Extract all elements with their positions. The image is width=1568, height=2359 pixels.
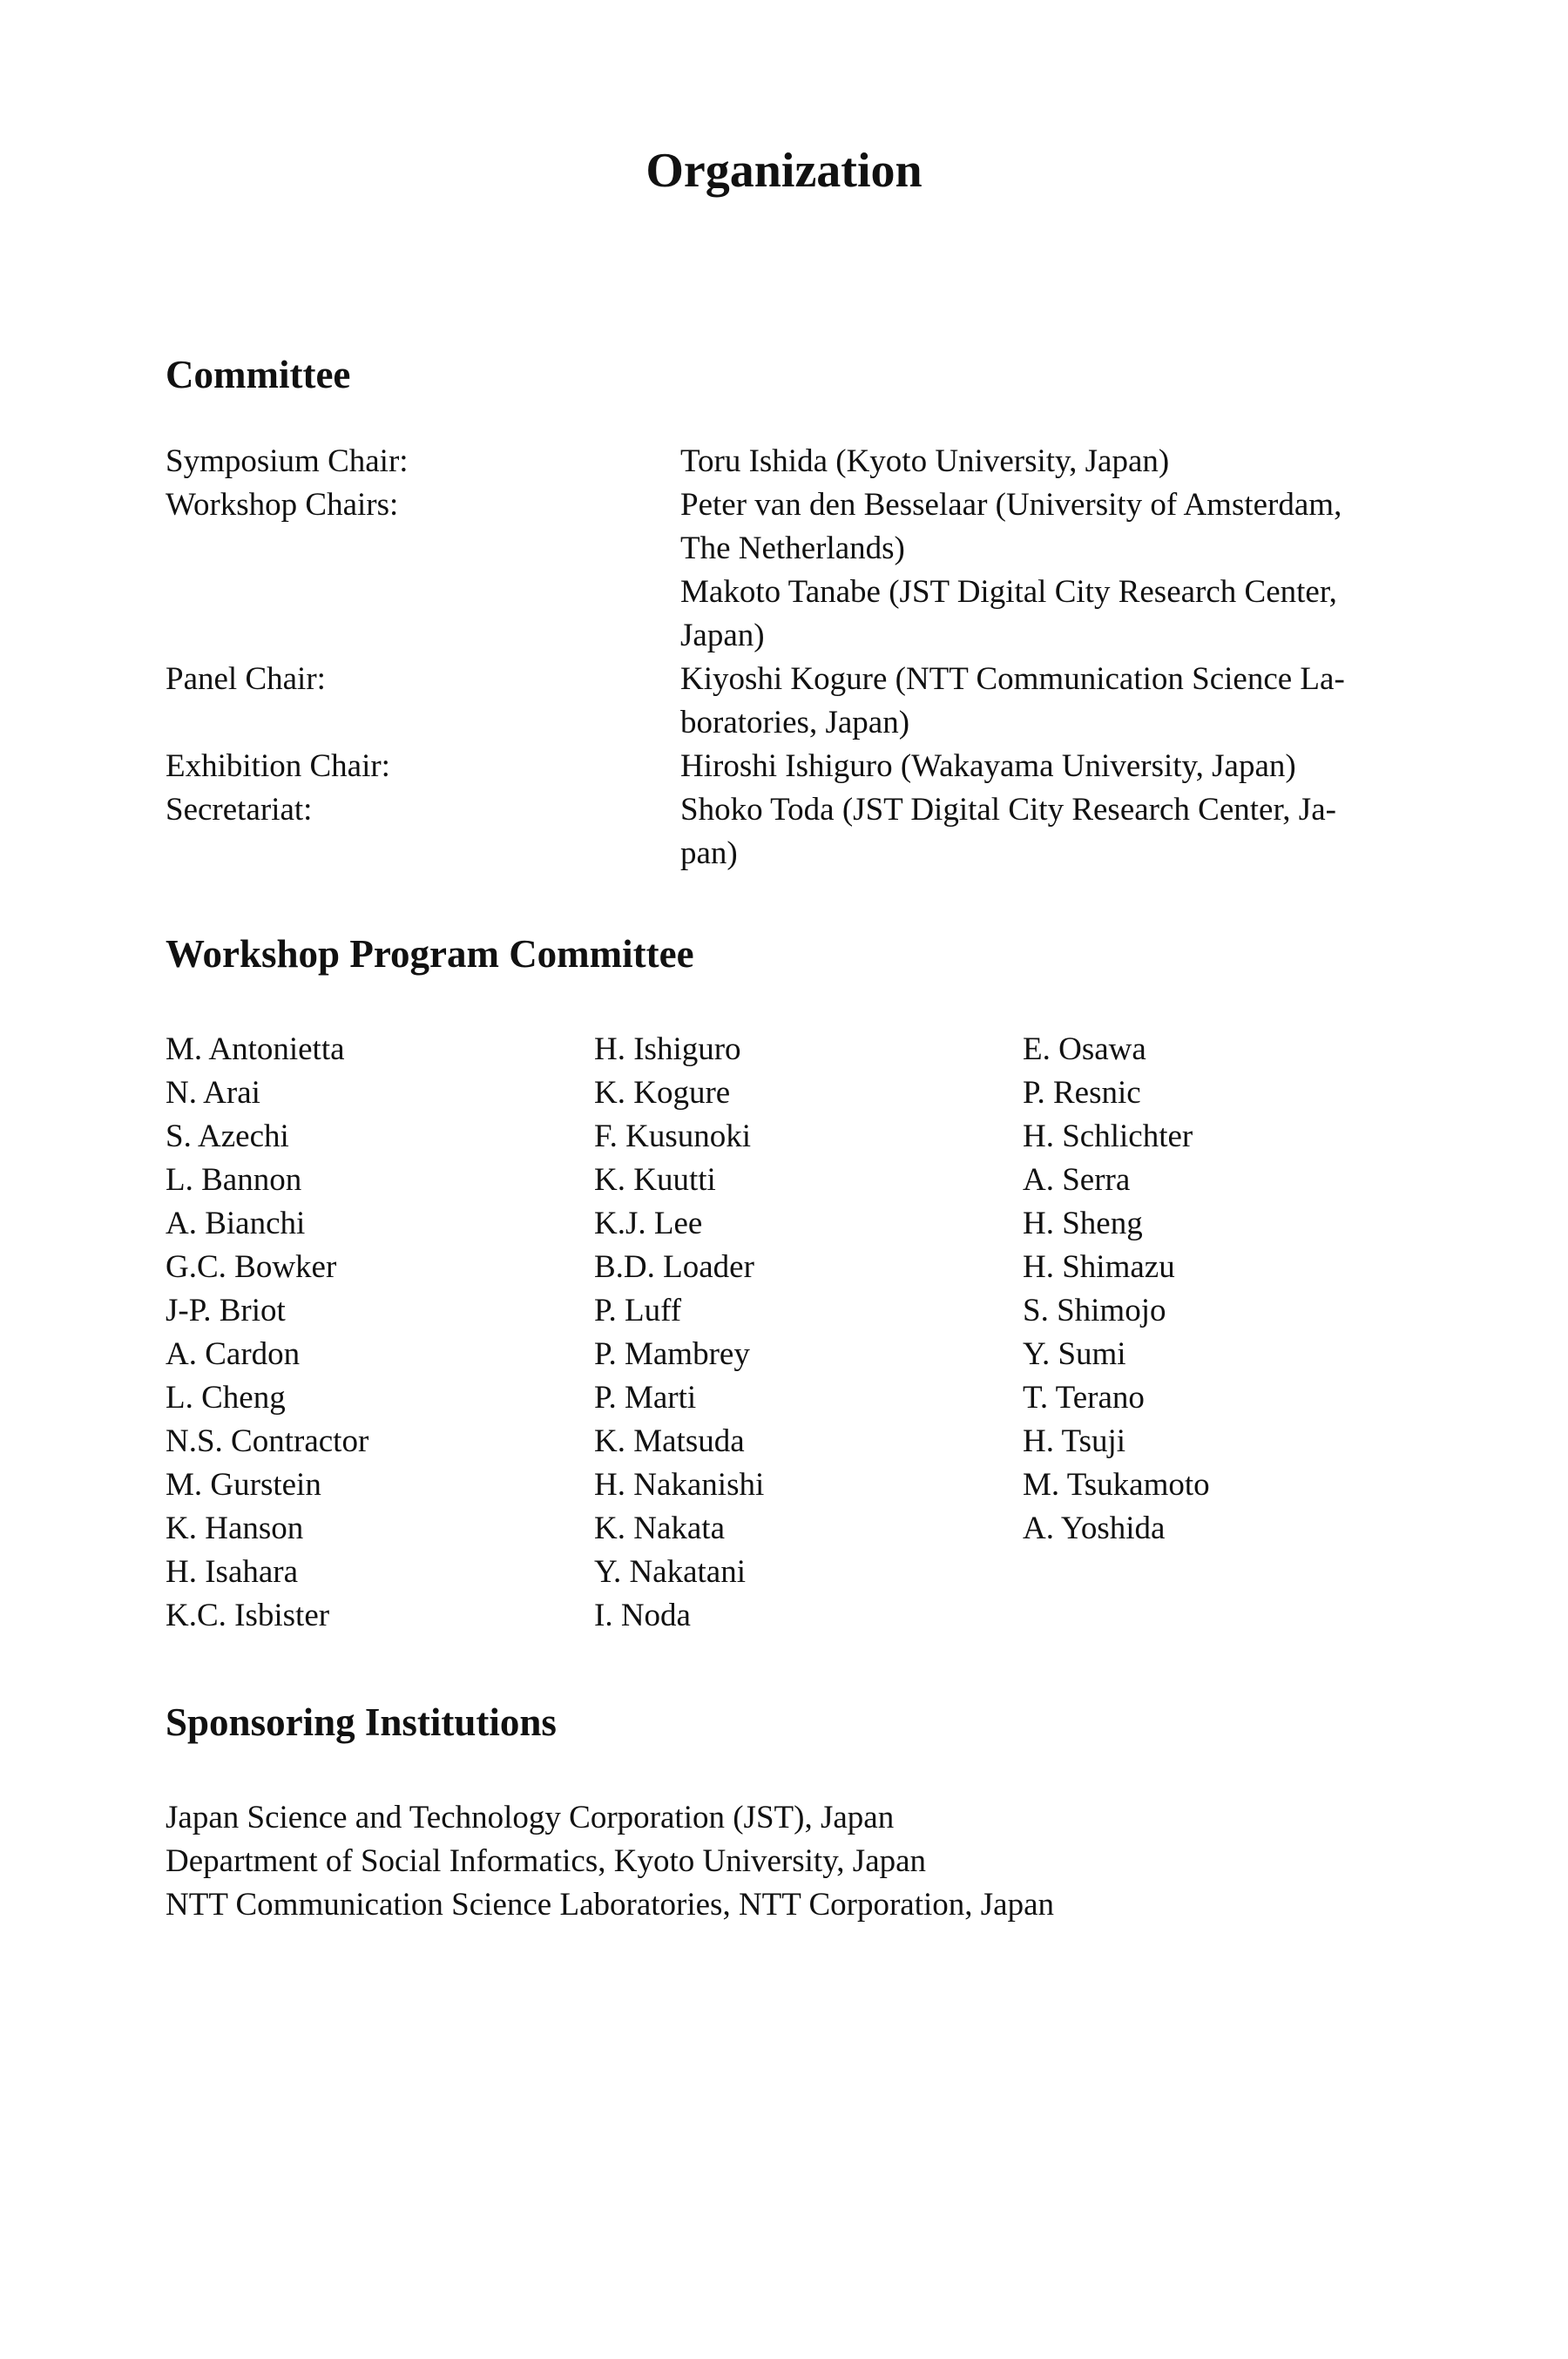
- member-name: P. Marti: [594, 1380, 697, 1416]
- member-name: L. Bannon: [166, 1162, 302, 1198]
- member-name: K. Nakata: [594, 1511, 725, 1546]
- member-name: L. Cheng: [166, 1380, 286, 1416]
- member-name: K. Kogure: [594, 1075, 731, 1111]
- member-name: Y. Nakatani: [594, 1554, 746, 1590]
- program-committee-heading: Workshop Program Committee: [166, 932, 694, 976]
- role-person: The Netherlands): [680, 531, 905, 566]
- member-name: I. Noda: [594, 1598, 691, 1633]
- member-name: K. Kuutti: [594, 1162, 716, 1198]
- role-person: Hiroshi Ishiguro (Wakayama University, Japan): [680, 748, 1296, 784]
- role-person: Makoto Tanabe (JST Digital City Research Center,: [680, 574, 1337, 610]
- member-name: A. Cardon: [166, 1336, 301, 1372]
- member-column-1: [166, 1028, 594, 1638]
- role-person: pan): [680, 835, 738, 871]
- role-people: [680, 745, 1429, 788]
- member-name: E. Osawa: [1023, 1031, 1146, 1067]
- page-title: Organization: [645, 144, 923, 198]
- member-name: H. Isahara: [166, 1554, 299, 1590]
- member-name: M. Gurstein: [166, 1467, 321, 1503]
- member-name: B.D. Loader: [594, 1249, 754, 1285]
- role-label: Symposium Chair:: [166, 443, 409, 479]
- member-name: H. Shimazu: [1023, 1249, 1175, 1285]
- role-person: Shoko Toda (JST Digital City Research Center, Ja-: [680, 792, 1336, 828]
- member-name: K. Hanson: [166, 1511, 304, 1546]
- member-name: J-P. Briot: [166, 1293, 286, 1328]
- member-column-3: [1023, 1028, 1451, 1638]
- role-person: Toru Ishida (Kyoto University, Japan): [680, 443, 1170, 479]
- role-people: [680, 483, 1429, 658]
- member-name: M. Antonietta: [166, 1031, 345, 1067]
- member-name: T. Terano: [1023, 1380, 1145, 1416]
- role-people: [680, 658, 1429, 745]
- member-name: H. Schlichter: [1023, 1119, 1193, 1154]
- member-name: A. Serra: [1023, 1162, 1131, 1198]
- role-person: Japan): [680, 618, 765, 653]
- role-person: Kiyoshi Kogure (NTT Communication Science La-: [680, 661, 1345, 697]
- sponsoring-institutions-heading: Sponsoring Institutions: [166, 1700, 557, 1744]
- member-name: M. Tsukamoto: [1023, 1467, 1210, 1503]
- sponsor-item: Department of Social Informatics, Kyoto University, Japan: [166, 1843, 927, 1879]
- role-row-secretariat: [166, 788, 1429, 875]
- member-name: K.C. Isbister: [166, 1598, 330, 1633]
- member-name: A. Bianchi: [166, 1206, 306, 1241]
- role-row-panel-chair: [166, 658, 1429, 745]
- committee-heading: Committee: [166, 353, 351, 396]
- sponsor-item: Japan Science and Technology Corporation (JST), Japan: [166, 1800, 895, 1835]
- sponsor-item: NTT Communication Science Laboratories, NTT Corporation, Japan: [166, 1887, 1054, 1923]
- member-name: P. Resnic: [1023, 1075, 1141, 1111]
- member-name: A. Yoshida: [1023, 1511, 1166, 1546]
- role-label: Exhibition Chair:: [166, 748, 390, 784]
- program-committee-members: [166, 1028, 1451, 1638]
- member-name: H. Tsuji: [1023, 1423, 1126, 1459]
- role-label: Secretariat:: [166, 792, 313, 828]
- role-person: boratories, Japan): [680, 705, 910, 740]
- member-name: P. Luff: [594, 1293, 682, 1328]
- role-row-workshop-chairs: [166, 483, 1429, 658]
- member-name: S. Azechi: [166, 1119, 289, 1154]
- member-name: N. Arai: [166, 1075, 260, 1111]
- member-column-2: [594, 1028, 1023, 1638]
- member-name: G.C. Bowker: [166, 1249, 337, 1285]
- member-name: Y. Sumi: [1023, 1336, 1126, 1372]
- member-name: K. Matsuda: [594, 1423, 745, 1459]
- member-name: S. Shimojo: [1023, 1293, 1166, 1328]
- member-name: P. Mambrey: [594, 1336, 750, 1372]
- member-name: K.J. Lee: [594, 1206, 703, 1241]
- member-name: H. Nakanishi: [594, 1467, 765, 1503]
- role-people: [680, 788, 1429, 875]
- role-people: [680, 440, 1429, 483]
- member-name: F. Kusunoki: [594, 1119, 752, 1154]
- role-row-symposium-chair: [166, 440, 1429, 483]
- role-person: Peter van den Besselaar (University of Amsterdam,: [680, 487, 1342, 523]
- member-name: H. Ishiguro: [594, 1031, 741, 1067]
- sponsor-list: [166, 1796, 1054, 1927]
- role-label: Workshop Chairs:: [166, 487, 399, 523]
- committee-role-list: [166, 440, 1429, 875]
- role-row-exhibition-chair: [166, 745, 1429, 788]
- member-name: H. Sheng: [1023, 1206, 1143, 1241]
- member-name: N.S. Contractor: [166, 1423, 369, 1459]
- role-label: Panel Chair:: [166, 661, 326, 697]
